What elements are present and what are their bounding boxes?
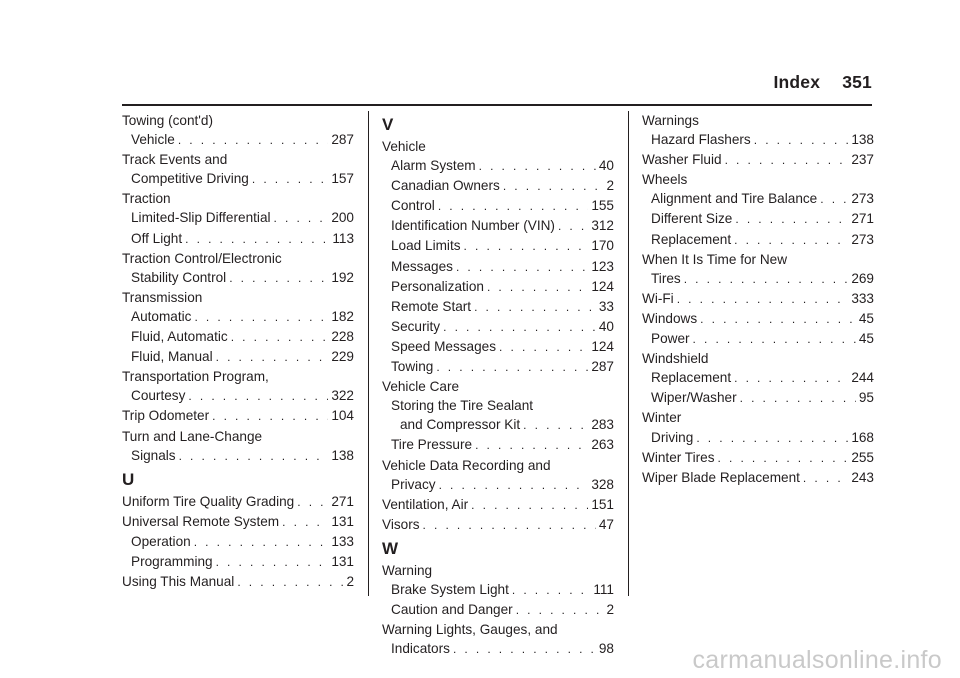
index-entry [642,309,874,329]
column-divider-1 [368,111,369,596]
entry-page-number: 138 [851,132,874,148]
index-entry [122,572,354,592]
dot-leader [297,493,328,512]
index-entry [382,600,614,620]
entry-page-number: 131 [331,553,354,569]
dot-leader [237,573,343,592]
index-column-3 [642,111,874,488]
index-entry [642,230,874,250]
entry-label: Ventilation, Air [382,496,469,512]
dot-leader [194,308,328,327]
entry-label: Driving [651,429,694,445]
dot-leader [229,269,328,288]
index-entry [382,236,614,256]
entry-page-number: 243 [851,469,874,485]
dot-leader [696,429,848,448]
index-heading: Warning Lights, Gauges, and [382,622,558,638]
section-letter: W [382,538,399,558]
index-entry [642,209,874,229]
index-entry [382,196,614,216]
dot-leader [194,533,329,552]
dot-leader [443,318,596,337]
entry-page-number: 273 [851,191,874,207]
entry-label: Canadian Owners [391,178,500,194]
entry-label: Alarm System [391,158,476,174]
dot-leader [820,190,848,209]
dot-leader [453,640,596,659]
dot-leader [734,231,848,250]
entry-page-number: 2 [346,574,354,590]
dot-leader [734,369,848,388]
entry-label: Off Light [131,230,183,246]
index-entry [642,388,874,408]
dot-leader [179,447,329,466]
entry-label: Remote Start [391,298,472,314]
index-entry [382,277,614,297]
page-header [773,72,872,93]
header-page-number: 351 [842,72,872,92]
dot-leader [700,310,856,329]
entry-page-number: 133 [331,533,354,549]
dot-leader [677,290,849,309]
dot-leader [803,469,848,488]
entry-label: Caution and Danger [391,602,513,618]
entry-label: Brake System Light [391,581,509,597]
dot-leader [523,416,588,435]
dot-leader [718,449,849,468]
index-heading: Warning [382,562,433,578]
index-entry [122,307,354,327]
header-rule [122,104,872,106]
dot-leader [274,209,329,228]
index-entry [122,347,354,367]
index-entry [382,639,614,659]
entry-page-number: 124 [591,338,614,354]
index-heading: Track Events and [122,152,228,168]
index-entry [642,329,874,349]
index-column-1 [122,111,354,592]
index-entry [382,435,614,455]
entry-label: Power [651,331,690,347]
index-entry [122,406,354,426]
index-entry [382,337,614,357]
index-entry [382,415,614,435]
entry-page-number: 45 [858,331,874,347]
dot-leader [188,387,328,406]
entry-page-number: 229 [331,349,354,365]
entry-label: Wiper/Washer [651,390,737,406]
index-entry [122,532,354,552]
index-entry [382,357,614,377]
entry-label: Security [391,318,441,334]
dot-leader [735,210,848,229]
entry-page-number: 104 [331,408,354,424]
entry-label: Fluid, Automatic [131,329,228,345]
entry-page-number: 271 [331,493,354,509]
index-entry [642,448,874,468]
dot-leader [487,278,588,297]
dot-leader [464,237,589,256]
index-entry [122,130,354,150]
index-heading: Windshield [642,351,709,367]
header-title: Index [773,72,821,92]
dot-leader [212,407,328,426]
index-heading: Wheels [642,172,688,188]
entry-page-number: 98 [598,641,614,657]
index-heading: Traction Control/Electronic [122,250,282,266]
index-entry [122,512,354,532]
entry-label: Replacement [651,370,732,386]
index-entry [642,269,874,289]
entry-page-number: 131 [331,513,354,529]
entry-page-number: 192 [331,269,354,285]
index-entry [382,495,614,515]
dot-leader [475,436,588,455]
index-heading: Winter [642,410,682,426]
dot-leader [725,151,849,170]
entry-page-number: 322 [331,388,354,404]
entry-page-number: 271 [851,211,874,227]
section-letter: V [382,115,394,134]
entry-label: Winter Tires [642,449,715,465]
entry-label: Automatic [131,308,192,324]
entry-page-number: 151 [591,496,614,512]
index-heading: When It Is Time for New [642,251,788,267]
index-heading: Transmission [122,289,203,305]
index-column-2 [382,111,614,659]
dot-leader [516,601,604,620]
dot-leader [471,496,588,515]
entry-label: Limited-Slip Differential [131,210,271,226]
entry-label: Load Limits [391,238,461,254]
entry-page-number: 2 [606,602,614,618]
entry-page-number: 263 [591,437,614,453]
entry-page-number: 40 [598,318,614,334]
index-entry [122,446,354,466]
entry-label: Operation [131,533,191,549]
index-entry [382,176,614,196]
entry-page-number: 113 [332,230,354,246]
entry-page-number: 95 [858,390,874,406]
entry-label: Competitive Driving [131,171,249,187]
entry-label: Courtesy [131,388,186,404]
index-heading: Storing the Tire Sealant [391,398,534,414]
index-entry [382,156,614,176]
entry-label: Signals [131,447,176,463]
dot-leader [479,157,596,176]
entry-page-number: 157 [331,171,354,187]
entry-page-number: 333 [851,290,874,306]
entry-page-number: 47 [598,516,614,532]
index-entry [382,515,614,535]
dot-leader [740,389,856,408]
dot-leader [185,230,329,249]
entry-page-number: 283 [591,417,614,433]
dot-leader [558,217,588,236]
entry-label: Tires [651,270,681,286]
index-entry [122,386,354,406]
dot-leader [499,338,588,357]
entry-label: Stability Control [131,269,227,285]
entry-label: Programming [131,553,213,569]
column-divider-2 [628,111,629,596]
index-entry [122,169,354,189]
entry-page-number: 237 [851,152,874,168]
entry-page-number: 269 [851,270,874,286]
entry-label: Identification Number (VIN) [391,218,555,234]
entry-label: Towing [391,359,434,375]
dot-leader [474,298,596,317]
index-heading: Traction [122,191,171,207]
index-heading: Vehicle [382,139,426,154]
entry-page-number: 138 [331,447,354,463]
section-letter: U [122,469,135,489]
entry-page-number: 244 [851,370,874,386]
entry-label: Trip Odometer [122,408,210,424]
watermark: carmanualsonline.info [692,646,942,674]
entry-page-number: 155 [591,198,614,214]
entry-label: Alignment and Tire Balance [651,191,818,207]
entry-page-number: 2 [606,178,614,194]
entry-page-number: 312 [591,218,614,234]
index-entry [122,208,354,228]
index-entry [642,428,874,448]
entry-label: Windows [642,310,698,326]
entry-label: and Compressor Kit [400,417,521,433]
entry-label: Indicators [391,641,450,657]
entry-label: Personalization [391,278,484,294]
index-entry [122,268,354,288]
entry-page-number: 328 [591,476,614,492]
index-entry [642,189,874,209]
entry-page-number: 123 [591,258,614,274]
index-entry [382,297,614,317]
entry-label: Wi-Fi [642,290,674,306]
entry-label: Fluid, Manual [131,349,213,365]
index-entry [382,216,614,236]
entry-page-number: 255 [851,449,874,465]
index-entry [642,130,874,150]
dot-leader [423,516,596,535]
entry-page-number: 228 [331,329,354,345]
entry-page-number: 200 [331,210,354,226]
entry-page-number: 124 [591,278,614,294]
entry-page-number: 170 [591,238,614,254]
index-entry [382,317,614,337]
entry-page-number: 33 [598,298,614,314]
entry-label: Different Size [651,211,733,227]
index-heading: Warnings [642,113,699,128]
index-entry [642,289,874,309]
index-entry [642,368,874,388]
entry-label: Control [391,198,435,214]
index-entry [382,475,614,495]
entry-label: Speed Messages [391,338,497,354]
dot-leader [439,476,589,495]
entry-page-number: 168 [851,429,874,445]
index-entry [642,468,874,488]
entry-label: Wiper Blade Replacement [642,469,800,485]
index-heading: Turn and Lane-Change [122,428,263,444]
dot-leader [438,197,588,216]
index-entry [122,327,354,347]
dot-leader [512,581,590,600]
index-entry [122,492,354,512]
entry-label: Vehicle [131,132,175,148]
dot-leader [693,330,856,349]
index-entry [382,257,614,277]
index-entry [642,150,874,170]
dot-leader [231,328,329,347]
index-heading: Transportation Program, [122,369,269,385]
index-heading: Vehicle Care [382,379,460,395]
index-heading: Towing (cont'd) [122,113,213,128]
dot-leader [684,270,849,289]
dot-leader [456,258,588,277]
index-entry [122,229,354,249]
entry-page-number: 273 [851,231,874,247]
entry-page-number: 287 [331,132,354,148]
entry-label: Uniform Tire Quality Grading [122,493,295,509]
index-entry [122,552,354,572]
dot-leader [503,177,604,196]
entry-label: Washer Fluid [642,152,722,168]
entry-page-number: 40 [598,158,614,174]
dot-leader [216,348,329,367]
entry-label: Using This Manual [122,574,235,590]
entry-page-number: 287 [591,359,614,375]
entry-label: Replacement [651,231,732,247]
dot-leader [216,553,329,572]
entry-label: Privacy [391,476,436,492]
dot-leader [252,170,328,189]
entry-label: Messages [391,258,453,274]
dot-leader [754,131,849,150]
dot-leader [436,358,588,377]
entry-page-number: 45 [858,310,874,326]
entry-label: Tire Pressure [391,437,473,453]
dot-leader [178,131,328,150]
index-entry [382,580,614,600]
dot-leader [282,513,328,532]
entry-page-number: 182 [331,308,354,324]
entry-label: Visors [382,516,420,532]
entry-label: Universal Remote System [122,513,280,529]
entry-label: Hazard Flashers [651,132,751,148]
index-heading: Vehicle Data Recording and [382,457,551,473]
entry-page-number: 111 [593,581,614,597]
